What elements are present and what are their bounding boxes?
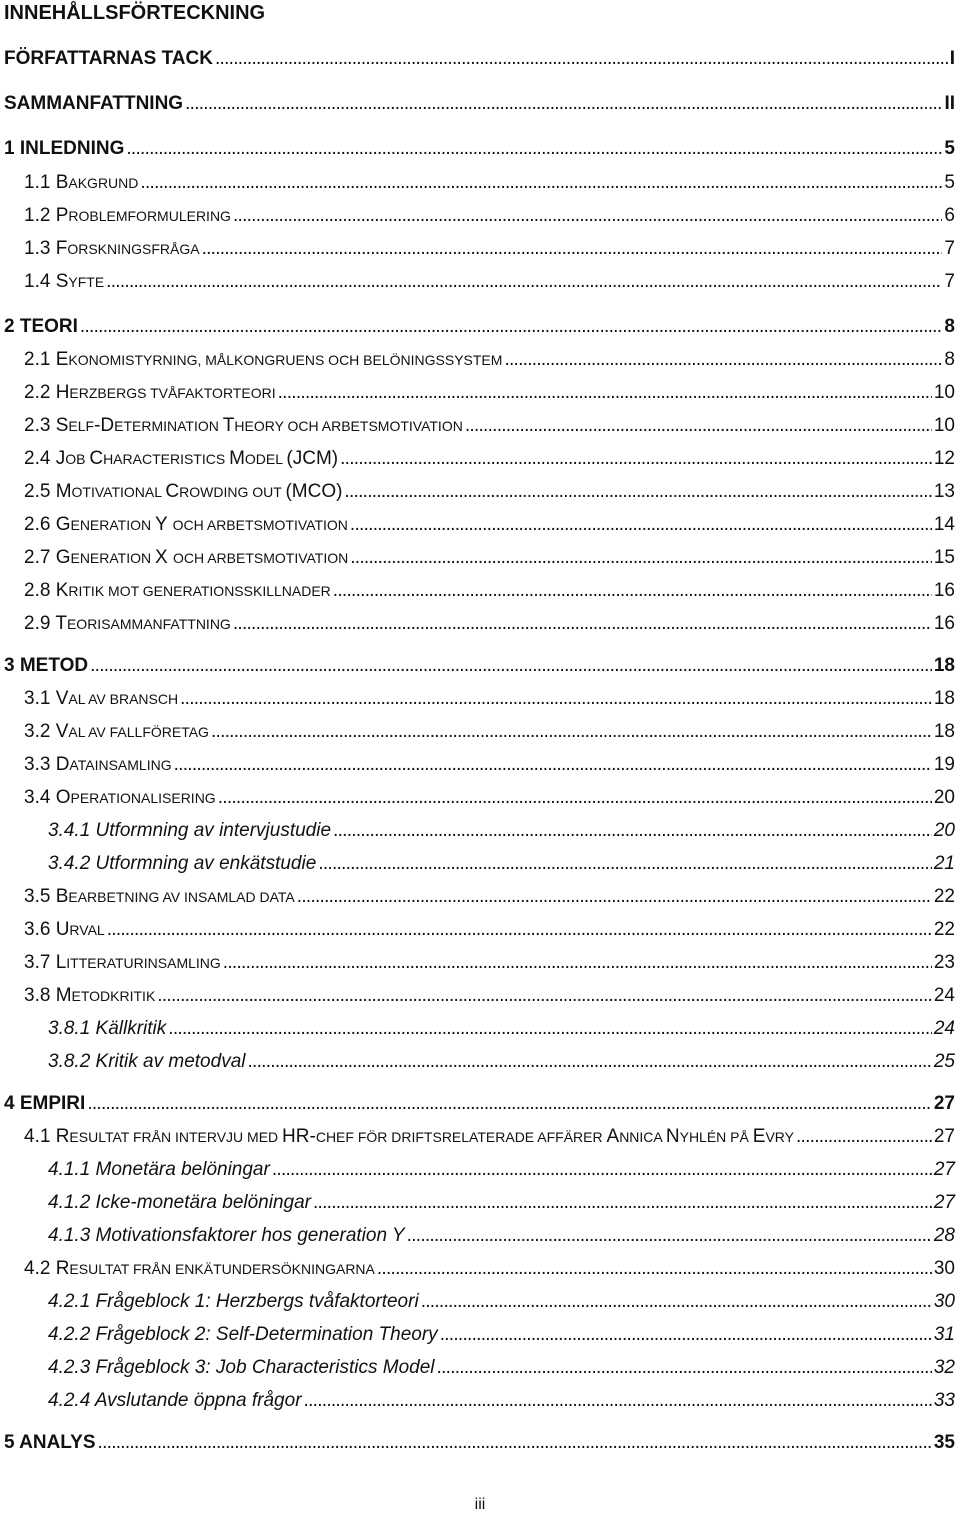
toc-entry-page-number: 6 bbox=[944, 205, 955, 226]
toc-entry-label bbox=[24, 512, 348, 538]
toc-entry-label bbox=[48, 818, 331, 844]
toc-entry[interactable] bbox=[4, 1430, 955, 1456]
toc-entry-label-part: RITIK MOT GENERATIONSSKILLNADER bbox=[68, 583, 331, 599]
toc-entry-label-part: 3.4.2 Utformning av enkätstudie bbox=[48, 853, 317, 874]
toc-entry-page-number: 19 bbox=[933, 754, 955, 775]
toc-entry-label-part: ORSKNINGSFRÅGA bbox=[67, 241, 200, 257]
toc-entry[interactable] bbox=[24, 203, 955, 229]
toc-entry-label-part: 1.1 B bbox=[24, 172, 69, 193]
toc-entry-label-part: 3.7 L bbox=[24, 952, 67, 973]
toc-entry-label-part: YFTE bbox=[68, 274, 105, 290]
toc-entry-label-part: ERZBERGS TVÅFAKTORTEORI bbox=[69, 385, 276, 401]
toc-entry-label bbox=[4, 91, 183, 117]
dot-leader bbox=[318, 851, 932, 877]
toc-entry-label-part: ELF bbox=[68, 418, 95, 434]
toc-entry-label-part: 3.6 U bbox=[24, 919, 70, 940]
toc-entry[interactable] bbox=[48, 1355, 955, 1381]
toc-entry-page-number: 18 bbox=[933, 688, 955, 709]
toc-entry-label-part: EORISAMMANFATTNING bbox=[66, 616, 231, 632]
toc-entry-label-part: C bbox=[89, 448, 104, 469]
toc-entry[interactable] bbox=[24, 446, 955, 472]
toc-entry-label-part: 4.1.1 Monetära belöningar bbox=[48, 1159, 270, 1180]
toc-entry-page-number: 15 bbox=[933, 547, 955, 568]
toc-entry-label-part: SAMMANFATTNING bbox=[4, 93, 184, 114]
toc-entry-label-part: 2.7 G bbox=[24, 547, 71, 568]
dot-leader bbox=[218, 785, 932, 811]
toc-entry[interactable] bbox=[24, 269, 955, 295]
toc-entry-label bbox=[24, 269, 104, 295]
toc-entry-label-part: 1.3 F bbox=[24, 238, 68, 259]
dot-leader bbox=[421, 1289, 932, 1315]
toc-entry-page-number: 10 bbox=[933, 415, 955, 436]
dot-leader bbox=[437, 1355, 932, 1381]
toc-entry-label-part: ODEL bbox=[244, 451, 287, 467]
toc-entry[interactable] bbox=[24, 479, 955, 505]
toc-entry-label-part: 4.2 R bbox=[24, 1258, 70, 1279]
toc-entry-label-part: 4.2.2 Frågeblock 2: Self-Determination Theory bbox=[48, 1324, 438, 1345]
toc-entry[interactable] bbox=[4, 46, 955, 72]
toc-entry[interactable] bbox=[48, 1016, 955, 1042]
toc-entry[interactable] bbox=[24, 917, 955, 943]
toc-entry-page-number: 27 bbox=[933, 1126, 955, 1147]
dot-leader bbox=[272, 1157, 932, 1183]
dot-leader bbox=[106, 269, 942, 295]
dot-leader bbox=[278, 380, 932, 406]
toc-entry-page-number: 13 bbox=[933, 481, 955, 502]
toc-entry[interactable] bbox=[24, 236, 955, 262]
toc-entry-page-number: 16 bbox=[933, 580, 955, 601]
page-number: iii bbox=[474, 1496, 486, 1513]
toc-entry-label bbox=[24, 413, 463, 439]
dot-leader bbox=[98, 1430, 932, 1456]
toc-entry-page-number: 27 bbox=[933, 1192, 955, 1213]
toc-entry-label bbox=[48, 1289, 419, 1315]
toc-entry-label-part: 3.5 B bbox=[24, 886, 69, 907]
toc-entry-label bbox=[24, 719, 209, 745]
toc-entry-label-part: 1.2 P bbox=[24, 205, 69, 226]
toc-entry-label bbox=[24, 611, 231, 637]
dot-leader bbox=[350, 545, 932, 571]
toc-entry-label-part: OCH ARBETSMOTIVATION bbox=[172, 550, 349, 566]
toc-entry-label-part: ENERATION bbox=[70, 550, 156, 566]
toc-entry-label-part: NNICA bbox=[619, 1129, 666, 1145]
toc-entry-label-part: HEORY OCH ARBETSMOTIVATION bbox=[234, 418, 463, 434]
toc-entry-label-part: 4.2.3 Frågeblock 3: Job Characteristics Model bbox=[48, 1357, 435, 1378]
toc-entry-label-part: ROBLEMFORMULERING bbox=[68, 208, 231, 224]
toc-entry-label-part: ROWDING OUT bbox=[179, 484, 286, 500]
toc-entry-page-number: 24 bbox=[933, 1018, 955, 1039]
toc-entry-label bbox=[24, 380, 276, 406]
dot-leader bbox=[304, 1388, 932, 1414]
dot-leader bbox=[157, 983, 932, 1009]
toc-entry-label bbox=[24, 170, 138, 196]
toc-entry-label-part: 1 INLEDNING bbox=[4, 138, 125, 159]
toc-entry-label-part: 2 TEORI bbox=[4, 316, 78, 337]
toc-entry-label bbox=[24, 203, 231, 229]
toc-entry[interactable] bbox=[4, 136, 955, 162]
toc-entry-label bbox=[4, 1430, 96, 1456]
toc-entry-label-part: ENERATION bbox=[70, 517, 156, 533]
toc-entry-page-number: 21 bbox=[933, 853, 955, 874]
page-title: INNEHÅLLSFÖRTECKNING bbox=[4, 2, 266, 24]
toc-entry-label bbox=[24, 752, 172, 778]
toc-entry-label-part: 2.2 H bbox=[24, 382, 70, 403]
toc-entry-label-part: 4 EMPIRI bbox=[4, 1093, 86, 1114]
toc-entry-label bbox=[48, 1355, 435, 1381]
toc-entry-page-number: 25 bbox=[933, 1051, 955, 1072]
toc-entry-page-number: 30 bbox=[933, 1291, 955, 1312]
toc-entry-label-part: M bbox=[229, 448, 245, 469]
toc-entry-label bbox=[24, 983, 155, 1009]
toc-entry-label-part: 3.4 O bbox=[24, 787, 71, 808]
toc-entry[interactable] bbox=[24, 170, 955, 196]
toc-entry-label-part: ESULTAT FRÅN INTERVJU MED bbox=[69, 1129, 283, 1145]
toc-entry-page-number: 22 bbox=[933, 886, 955, 907]
dot-leader bbox=[247, 1049, 931, 1075]
dot-leader bbox=[185, 91, 942, 117]
toc-entry-label-part: 4.2.1 Frågeblock 1: Herzbergs tvåfaktorteori bbox=[48, 1291, 419, 1312]
toc-entry-page-number: 12 bbox=[933, 448, 955, 469]
toc-entry-label-part: 4.1.2 Icke-monetära belöningar bbox=[48, 1192, 311, 1213]
toc-entry-page-number: 5 bbox=[944, 138, 955, 159]
toc-entry[interactable] bbox=[4, 653, 955, 679]
toc-entry-label-part: 2.8 K bbox=[24, 580, 69, 601]
toc-entry[interactable] bbox=[24, 578, 955, 604]
toc-entry[interactable] bbox=[48, 1223, 955, 1249]
toc-entry-label bbox=[4, 314, 78, 340]
toc-entry[interactable] bbox=[24, 983, 955, 1009]
toc-entry[interactable] bbox=[24, 512, 955, 538]
dot-leader bbox=[174, 752, 932, 778]
toc-entry-page-number: 27 bbox=[933, 1093, 955, 1114]
toc-entry-label bbox=[48, 1157, 270, 1183]
toc-entry[interactable] bbox=[48, 1049, 955, 1075]
toc-entry[interactable] bbox=[4, 91, 955, 117]
toc-entry-page-number: 16 bbox=[933, 613, 955, 634]
toc-entry-label-part: HARACTERISTICS bbox=[103, 451, 230, 467]
toc-entry-label-part: A bbox=[606, 1126, 620, 1147]
toc-entry-label-part: 3.8.2 Kritik av metodval bbox=[48, 1051, 246, 1072]
toc-entry-label bbox=[24, 236, 200, 262]
toc-entry[interactable] bbox=[24, 347, 955, 373]
toc-entry-page-number: 31 bbox=[933, 1324, 955, 1345]
dot-leader bbox=[233, 611, 932, 637]
dot-leader bbox=[440, 1322, 932, 1348]
dot-leader bbox=[796, 1124, 932, 1150]
toc-entry-label-part: ETERMINATION bbox=[114, 418, 223, 434]
toc-entry-label-part: 2.1 E bbox=[24, 349, 69, 370]
toc-entry-label-part: 3.8.1 Källkritik bbox=[48, 1018, 167, 1039]
toc-entry-label-part: 4.2.4 Avslutande öppna frågor bbox=[48, 1390, 302, 1411]
toc-entry-page-number: 7 bbox=[944, 271, 955, 292]
dot-leader bbox=[233, 203, 942, 229]
toc-entry-page-number: 7 bbox=[944, 238, 955, 259]
dot-leader bbox=[313, 1190, 932, 1216]
dot-leader bbox=[377, 1256, 932, 1282]
toc-entry-label bbox=[4, 653, 88, 679]
toc-entry-page-number: II bbox=[944, 93, 955, 114]
toc-entry-label-part: RVAL bbox=[69, 922, 105, 938]
toc-entry[interactable] bbox=[24, 611, 955, 637]
dot-leader bbox=[107, 917, 932, 943]
toc-entry-label-part: ESULTAT FRÅN ENKÄTUNDERSÖKNINGARNA bbox=[69, 1261, 375, 1277]
toc-entry-label-part: C bbox=[165, 481, 180, 502]
toc-entry-page-number: 32 bbox=[933, 1357, 955, 1378]
toc-entry-label-part: AKGRUND bbox=[68, 175, 139, 191]
toc-entry-label bbox=[24, 917, 105, 943]
dot-leader bbox=[333, 818, 932, 844]
toc-entry[interactable] bbox=[48, 1322, 955, 1348]
toc-entry-page-number: 20 bbox=[933, 820, 955, 841]
toc-entry[interactable] bbox=[24, 380, 955, 406]
toc-entry-page-number: 24 bbox=[933, 985, 955, 1006]
toc-entry-label bbox=[24, 950, 221, 976]
toc-entry[interactable] bbox=[24, 413, 955, 439]
toc-entry[interactable] bbox=[24, 1124, 955, 1150]
toc-entry-label bbox=[48, 1388, 302, 1414]
toc-entry-label bbox=[4, 1091, 85, 1117]
dot-leader bbox=[465, 413, 932, 439]
toc-entry-label-part: 2.4 J bbox=[24, 448, 66, 469]
toc-entry-page-number: 5 bbox=[944, 172, 955, 193]
toc-entry-page-number: 8 bbox=[944, 316, 955, 337]
toc-entry-page-number: 35 bbox=[933, 1432, 955, 1453]
toc-entry-label-part: 3.1 V bbox=[24, 688, 69, 709]
dot-leader bbox=[350, 512, 932, 538]
toc-entry[interactable] bbox=[48, 1157, 955, 1183]
toc-entry-label-part: Y bbox=[155, 514, 173, 535]
toc-entry[interactable] bbox=[24, 785, 955, 811]
toc-entry[interactable] bbox=[24, 719, 955, 745]
toc-entry-label bbox=[24, 785, 216, 811]
dot-leader bbox=[211, 719, 932, 745]
toc-entry-label bbox=[48, 851, 316, 877]
toc-entry-label-part: (MCO) bbox=[285, 481, 343, 502]
dot-leader bbox=[126, 136, 942, 162]
dot-leader bbox=[140, 170, 942, 196]
toc-entry-label-part: CHEF FÖR DRIFTSRELATERADE AFFÄRER bbox=[315, 1129, 607, 1145]
toc-entry-label-part: 3.4.1 Utformning av intervjustudie bbox=[48, 820, 332, 841]
toc-entry-page-number: 30 bbox=[933, 1258, 955, 1279]
toc-entry-label bbox=[24, 1256, 375, 1282]
toc-entry[interactable] bbox=[24, 752, 955, 778]
dot-leader bbox=[168, 1016, 932, 1042]
dot-leader bbox=[344, 479, 931, 505]
toc-entry[interactable] bbox=[24, 545, 955, 571]
toc-entry[interactable] bbox=[24, 950, 955, 976]
toc-entry-label-part: 3.8 M bbox=[24, 985, 72, 1006]
toc-entry-label-part: OCH ARBETSMOTIVATION bbox=[172, 517, 348, 533]
toc-entry-label-part: ITTERATURINSAMLING bbox=[66, 955, 221, 971]
toc-entry-page-number: 33 bbox=[933, 1390, 955, 1411]
toc-entry-label-part: 3 METOD bbox=[4, 655, 89, 676]
toc-entry-page-number: 28 bbox=[933, 1225, 955, 1246]
toc-entry-label bbox=[24, 686, 178, 712]
toc-entry-page-number: I bbox=[949, 48, 955, 69]
toc-entry[interactable] bbox=[4, 314, 955, 340]
toc-entry-label bbox=[24, 545, 348, 571]
toc-entry-label-part: 4.1 R bbox=[24, 1126, 70, 1147]
toc-entry-label-part: YHLÉN PÅ bbox=[679, 1129, 753, 1145]
toc-entry[interactable] bbox=[48, 851, 955, 877]
dot-leader bbox=[180, 686, 932, 712]
toc-entry[interactable] bbox=[48, 818, 955, 844]
toc-entry-label-part: T bbox=[222, 415, 235, 436]
toc-entry-label-part: 3.2 V bbox=[24, 721, 69, 742]
toc-entry-page-number: 8 bbox=[944, 349, 955, 370]
toc-entry-label-part: 4.1.3 Motivationsfaktorer hos generation Y bbox=[48, 1225, 405, 1246]
toc-entry-label-part: AL AV FALLFÖRETAG bbox=[68, 724, 209, 740]
dot-leader bbox=[90, 653, 932, 679]
toc-entry-label bbox=[48, 1322, 438, 1348]
toc-entry-label bbox=[48, 1049, 245, 1075]
dot-leader bbox=[80, 314, 943, 340]
toc-entry-page-number: 23 bbox=[933, 952, 955, 973]
toc-entry-label-part: X bbox=[155, 547, 173, 568]
toc-entry-label-part: (JCM) bbox=[286, 448, 339, 469]
toc-entry-label-part: 2.3 S bbox=[24, 415, 69, 436]
toc-entry-label-part: KONOMISTYRNING, MÅLKONGRUENS OCH BELÖNINGSSYSTEM bbox=[68, 352, 503, 368]
toc-entry-label-part: EARBETNING AV INSAMLAD DATA bbox=[68, 889, 295, 905]
toc-entry-label bbox=[4, 46, 213, 72]
toc-entry-page-number: 22 bbox=[933, 919, 955, 940]
toc-entry-page-number: 14 bbox=[933, 514, 955, 535]
toc-entry-label-part: 1.4 S bbox=[24, 271, 69, 292]
toc-entry-label bbox=[24, 578, 331, 604]
toc-entry-label bbox=[24, 347, 502, 373]
dot-leader bbox=[87, 1091, 932, 1117]
dot-leader bbox=[215, 46, 948, 72]
toc-entry-label bbox=[24, 446, 338, 472]
toc-entry-page-number: 20 bbox=[933, 787, 955, 808]
toc-entry-page-number: 10 bbox=[933, 382, 955, 403]
toc-entry-label-part: OTIVATIONAL bbox=[71, 484, 166, 500]
toc-entry-label-part: AL AV BRANSCH bbox=[68, 691, 179, 707]
toc-entry-label bbox=[48, 1223, 405, 1249]
toc-entry-label-part: 2.6 G bbox=[24, 514, 71, 535]
toc-entry-label-part: 5 ANALYS bbox=[4, 1432, 96, 1453]
dot-leader bbox=[202, 236, 943, 262]
toc-entry-page-number: 18 bbox=[933, 655, 955, 676]
dot-leader bbox=[297, 884, 932, 910]
toc-entry-label bbox=[4, 136, 124, 162]
dot-leader bbox=[407, 1223, 932, 1249]
toc-entry-label-part: PERATIONALISERING bbox=[70, 790, 216, 806]
toc-entry-label-part: N bbox=[665, 1126, 680, 1147]
toc-entry-label bbox=[48, 1016, 166, 1042]
toc-entry-label bbox=[24, 884, 295, 910]
toc-entry-label-part: VRY bbox=[765, 1129, 794, 1145]
toc-entry-label-part: -D bbox=[94, 415, 115, 436]
toc-entry-label-part: 2.5 M bbox=[24, 481, 72, 502]
toc-entry[interactable] bbox=[24, 884, 955, 910]
toc-entry-label bbox=[24, 1124, 794, 1150]
toc-entry[interactable] bbox=[48, 1289, 955, 1315]
toc-entry[interactable] bbox=[4, 1091, 955, 1117]
toc-entry-label-part: E bbox=[752, 1126, 766, 1147]
dot-leader bbox=[333, 578, 932, 604]
toc-entry-label-part: 2.9 T bbox=[24, 613, 67, 634]
toc-entry-label-part: HR- bbox=[282, 1126, 316, 1147]
toc-entry-label-part: 3.3 D bbox=[24, 754, 70, 775]
toc-entry[interactable] bbox=[24, 1256, 955, 1282]
toc-entry[interactable] bbox=[24, 686, 955, 712]
toc-entry-label-part: OB bbox=[65, 451, 90, 467]
dot-leader bbox=[223, 950, 932, 976]
toc-entry[interactable] bbox=[48, 1190, 955, 1216]
toc-entry-label bbox=[48, 1190, 311, 1216]
dot-leader bbox=[340, 446, 932, 472]
toc-entry-label-part: FÖRFATTARNAS TACK bbox=[4, 48, 213, 69]
dot-leader bbox=[504, 347, 942, 373]
toc-entry-page-number: 27 bbox=[933, 1159, 955, 1180]
toc-entry-label-part: ATAINSAMLING bbox=[69, 757, 172, 773]
toc-entry-label bbox=[24, 479, 342, 505]
toc-entry[interactable] bbox=[48, 1388, 955, 1414]
toc-entry-label-part: ETODKRITIK bbox=[71, 988, 156, 1004]
toc-entry-page-number: 18 bbox=[933, 721, 955, 742]
